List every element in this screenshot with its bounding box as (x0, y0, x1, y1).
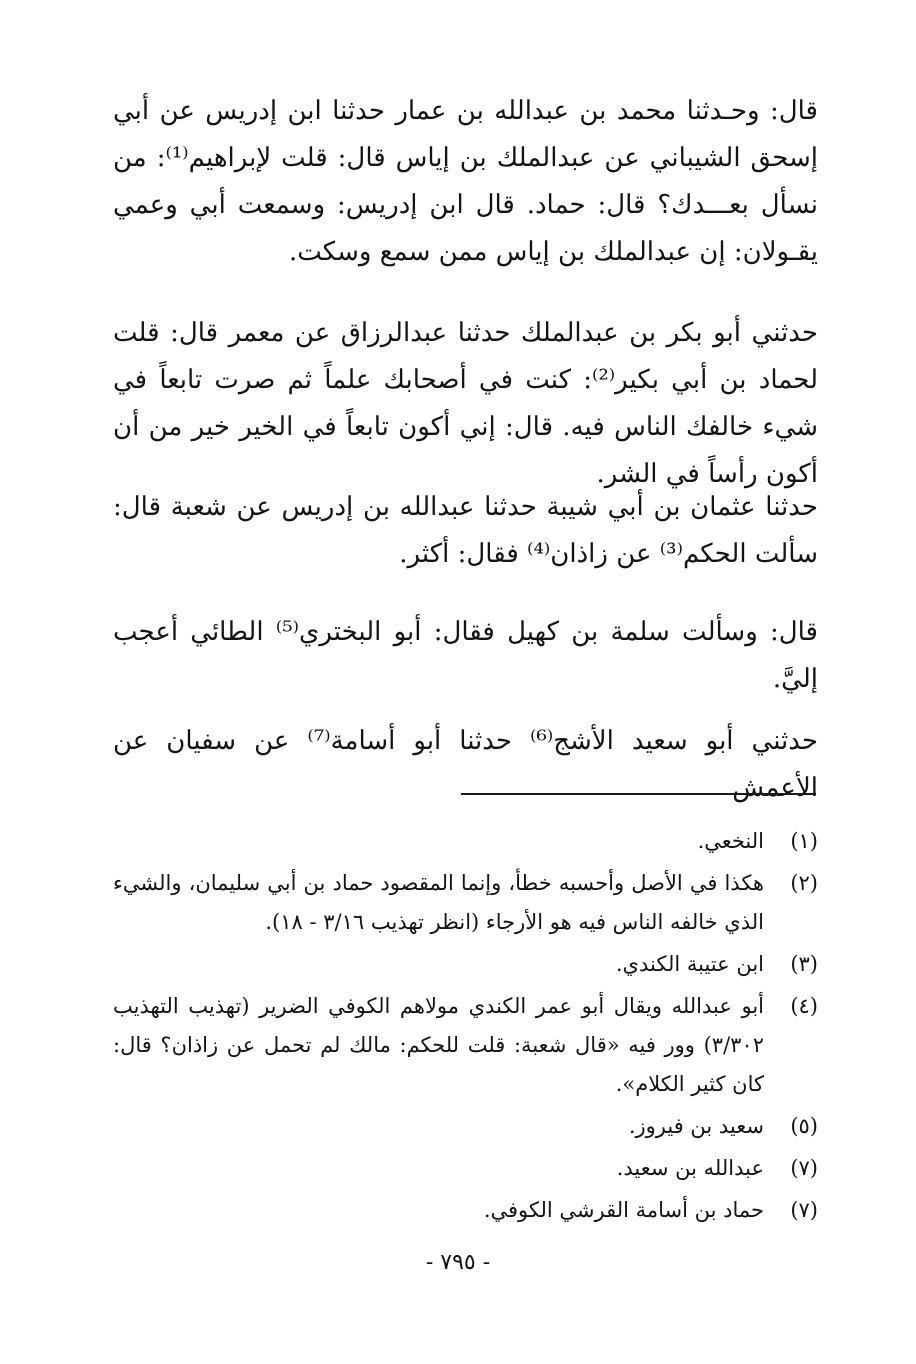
footnote-item (113, 1149, 818, 1188)
main-paragraph-4 (113, 609, 818, 703)
footnote-item (113, 987, 818, 1104)
paragraph-text: حدثني أبو سعيد الأشج⁽⁶⁾ حدثنا أبو أسامة⁽⁷⁾ عن سفيان عن الأعمش (113, 726, 818, 803)
footnote-number: (٧) (790, 1198, 818, 1222)
footnote-number: (٤) (790, 994, 818, 1018)
paragraph-text: حدثني أبو بكر بن عبدالملك حدثنا عبدالرزاق عن معمر قال: قلت لحماد بن أبي بكير⁽²⁾: كنت في أصحابك علماً ثم صرت تابعاً في شيء خالفك الناس فيه. قال: إني أكون تابعاً في الخير خير من أن أكون رأساً في الشر. (113, 318, 818, 489)
footnote-text: عبدالله بن سعيد. (616, 1156, 764, 1180)
main-paragraph-3 (113, 484, 818, 578)
paragraph-text: قال: وحـدثنا محمد بن عبدالله بن عمار حدثنا ابن إدريس عن أبي إسحق الشيباني عن عبدالملك بن إياس قال: قلت لإبراهيم⁽¹⁾: من نسأل بعـــدك؟ قال: حماد. قال ابن إدريس: وسمعت أبي وعمي يقـولان: إن عبدالملك بن إياس ممن سمع وسكت. (113, 96, 819, 267)
paragraph-text: حدثنا عثمان بن أبي شيبة حدثنا عبدالله بن إدريس عن شعبة قال: سألت الحكم⁽³⁾ عن زاذان⁽⁴⁾ فقال: أكثر. (113, 492, 818, 569)
footnote-number: (٥) (790, 1114, 818, 1138)
main-paragraph-2 (113, 310, 818, 498)
footnote-separator (461, 793, 816, 795)
paragraph-text: قال: وسألت سلمة بن كهيل فقال: أبو البختري⁽⁵⁾ الطائي أعجب إليَّ. (113, 617, 818, 694)
footnote-text: أبو عبدالله ويقال أبو عمر الكندي مولاهم الكوفي الضرير (تهذيب التهذيب ٣/٣٠٢) وور فيه «قال شعبة: قلت للحكم: مالك لم تحمل عن زاذان؟ قال: كان كثير الكلام». (113, 994, 764, 1096)
footnote-number: (١) (790, 829, 818, 853)
footnote-number: (٧) (790, 1156, 818, 1180)
footnote-text: سعيد بن فيروز. (628, 1114, 764, 1138)
main-paragraph-1 (113, 88, 818, 276)
footnote-item (113, 945, 818, 984)
footnote-text: حماد بن أسامة القرشي الكوفي. (483, 1198, 764, 1222)
footnote-text: ابن عتيبة الكندي. (615, 952, 764, 976)
main-paragraph-5 (113, 718, 818, 812)
page-number: - ٧٩٥ - (425, 1250, 491, 1275)
footnote-number: (٣) (790, 952, 818, 976)
footnote-item (113, 1191, 818, 1230)
footnote-number: (٢) (790, 871, 818, 895)
footnotes (113, 822, 818, 1233)
footnote-item (113, 864, 818, 942)
footnote-item (113, 1107, 818, 1146)
footnote-text: النخعي. (697, 829, 764, 853)
footnote-item (113, 822, 818, 861)
footnote-text: هكذا في الأصل وأحسبه خطأ، وإنما المقصود حماد بن أبي سليمان، والشيء الذي خالفه الناس فيه هو الأرجاء (انظر تهذيب ٣/١٦ - ١٨). (113, 871, 764, 934)
